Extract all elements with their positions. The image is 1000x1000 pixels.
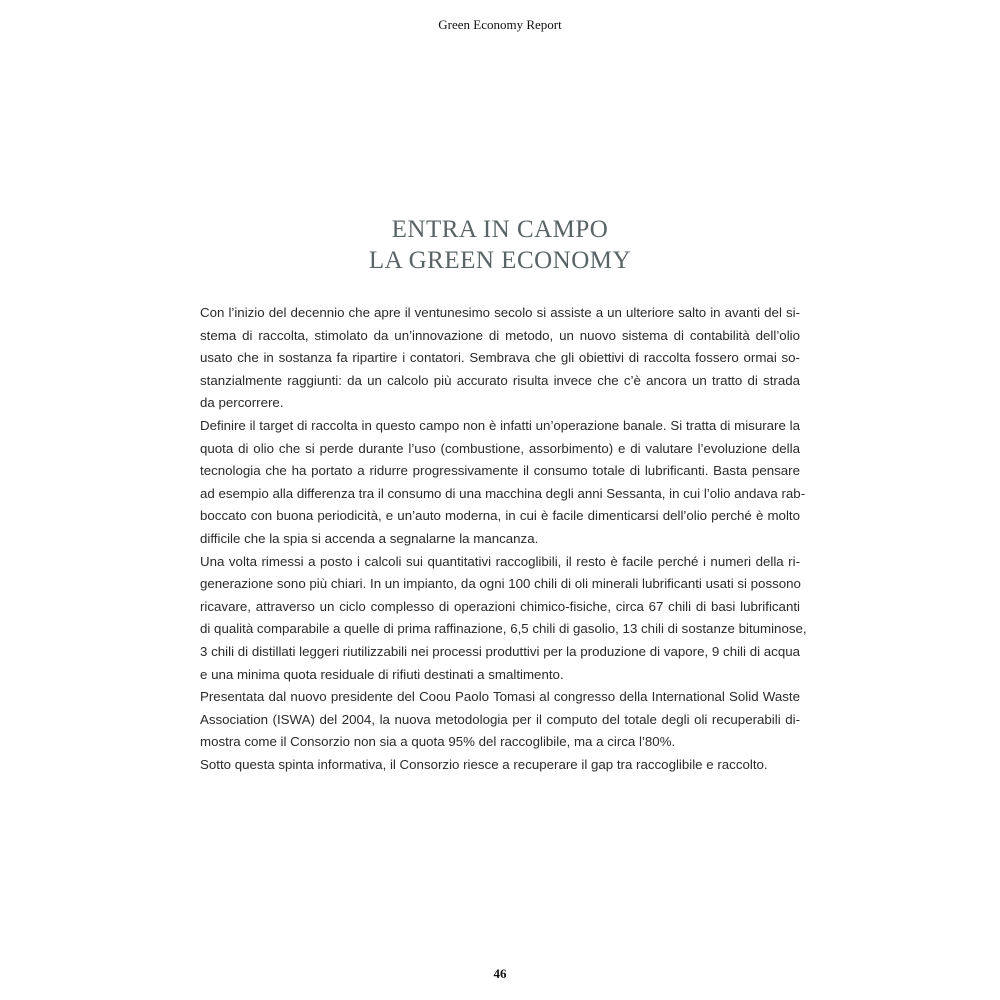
text-line: stema di raccolta, stimolato da un’innovazione di metodo, un nuovo sistema di contabilità dell’olio [200, 327, 800, 343]
text-line: ad esempio alla differenza tra il consumo di una macchina degli anni Sessanta, in cui l’olio andava rab- [200, 485, 806, 501]
text-line: tecnologia che ha portato a ridurre progressivamente il consumo totale di lubrificanti. Basta pensare [200, 463, 800, 479]
chapter-title [0, 214, 1000, 276]
text-line: usato che in sostanza fa ripartire i contatori. Sembrava che gli obiettivi di raccolta fossero ormai so- [200, 350, 800, 366]
text-line: Sotto questa spinta informativa, il Consorzio riesce a recuperare il gap tra raccoglibile e raccolto. [200, 756, 768, 772]
body-text [200, 302, 807, 776]
page-number: 46 [493, 966, 507, 981]
text-line: 3 chili di distillati leggeri riutilizzabili nei processi produttivi per la produzione di vapore, 9 chili di acqua [200, 643, 800, 659]
text-line: stanzialmente raggiunti: da un calcolo più accurato risulta invece che c’è ancora un tratto di strada [200, 372, 800, 388]
text-line: mostra come il Consorzio non sia a quota 95% del raccoglibile, ma a circa l’80%. [200, 734, 676, 750]
chapter-title-line-2: LA GREEN ECONOMY [368, 247, 632, 274]
text-line: ricavare, attraverso un ciclo complesso di operazioni chimico-fisiche, circa 67 chili di basi lubrificanti [200, 598, 800, 614]
running-header: Green Economy Report [438, 17, 562, 32]
text-line: Una volta rimessi a posto i calcoli sui quantitativi raccoglibili, il resto è facile perché i numeri della ri- [200, 553, 800, 569]
text-line: generazione sono più chiari. In un impianto, da ogni 100 chili di oli minerali lubrificanti usati si possono [200, 576, 801, 592]
text-line: quota di olio che si perde durante l’uso (combustione, assorbimento) e di valutare l’evoluzione della [200, 440, 800, 456]
text-line: di qualità comparabile a quelle di prima raffinazione, 6,5 chili di gasolio, 13 chili di sostanze bituminose, [200, 621, 807, 637]
text-line: boccato con buona periodicità, e un’auto moderna, in cui è facile dimenticarsi dell’olio perché è molto [200, 508, 800, 524]
text-line: Definire il target di raccolta in questo campo non è infatti un’operazione banale. Si tratta di misurare la [200, 417, 800, 433]
text-line: Presentata dal nuovo presidente del Coou Paolo Tomasi al congresso della International Solid Waste [200, 689, 800, 705]
text-line: Con l’inizio del decennio che apre il ventunesimo secolo si assiste a un ulteriore salto in avanti del si- [200, 305, 800, 320]
text-line: Association (ISWA) del 2004, la nuova metodologia per il computo del totale degli oli recuperabili di- [200, 711, 800, 727]
chapter-title-line-1: ENTRA IN CAMPO [391, 216, 609, 243]
text-line: e una minima quota residuale di rifiuti destinati a smaltimento. [200, 666, 564, 682]
text-line: difficile che la spia si accenda a segnalarne la mancanza. [200, 530, 539, 546]
text-line: da percorrere. [200, 395, 284, 411]
